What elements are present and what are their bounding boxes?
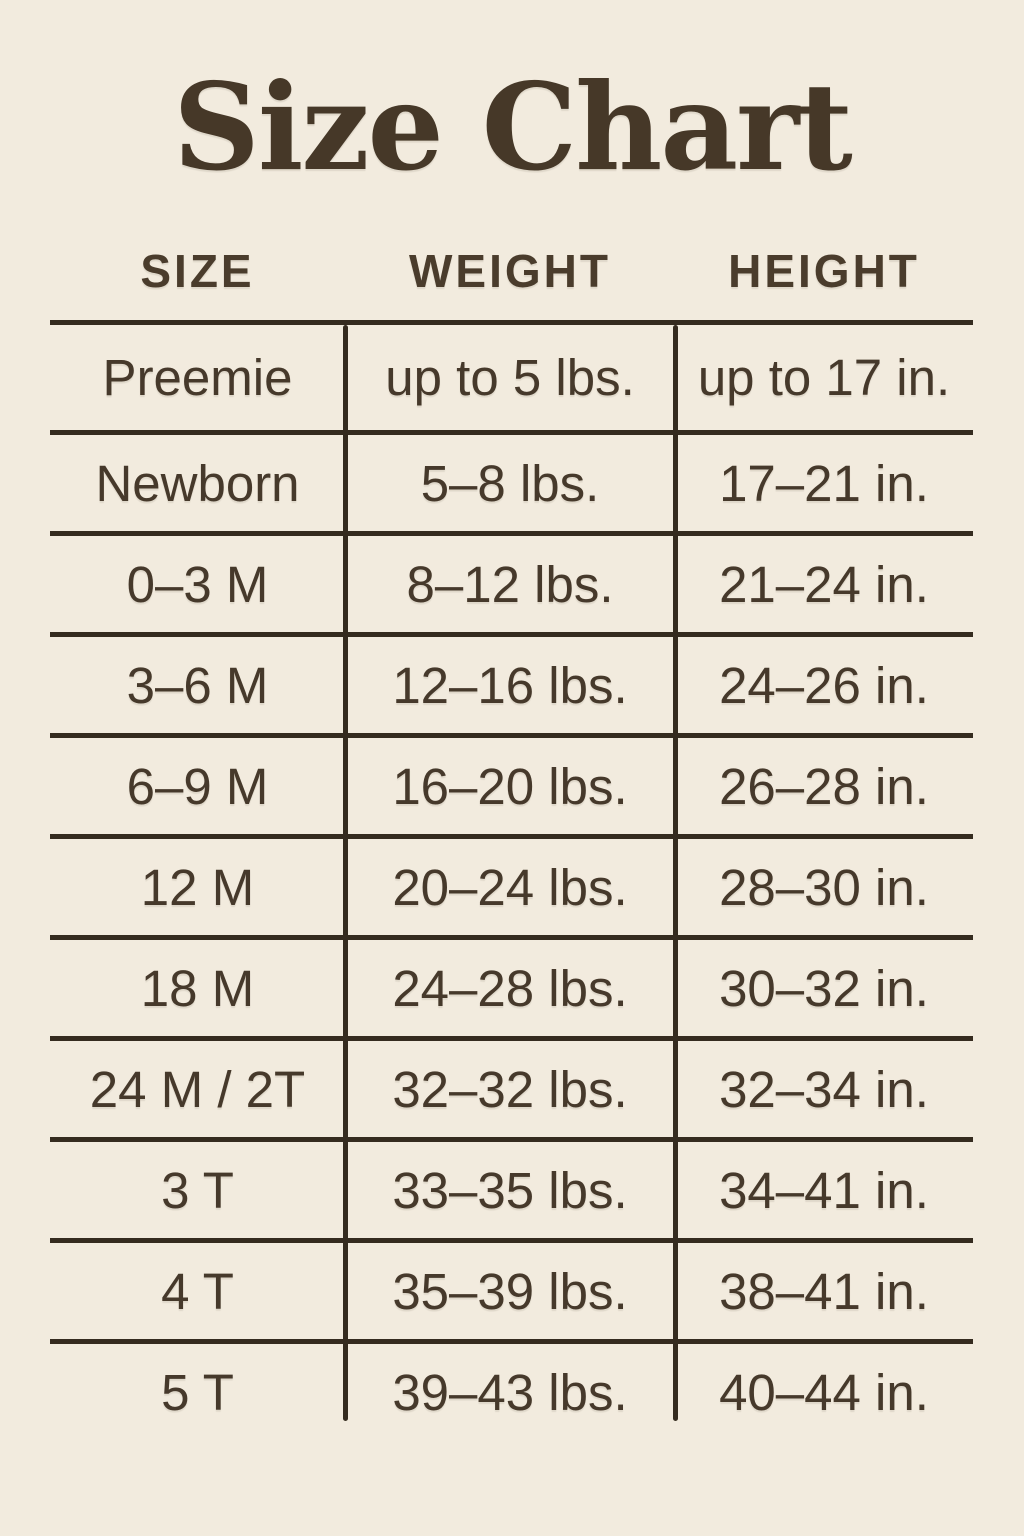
weight-cell: 12–16 lbs. (392, 656, 628, 714)
size-cell: 6–9 M (126, 757, 269, 815)
weight-cell: up to 5 lbs. (385, 349, 635, 406)
table-row (50, 738, 973, 839)
column-divider-right (673, 325, 678, 1421)
size-cell: 3 T (161, 1161, 234, 1219)
header-height: HEIGHT (728, 245, 920, 297)
size-cell: Newborn (95, 454, 300, 512)
size-cell: Preemie (102, 349, 293, 406)
weight-cell: 5–8 lbs. (420, 454, 600, 512)
column-divider-left (343, 325, 348, 1421)
height-cell: 28–30 in. (719, 858, 929, 916)
height-cell: 34–41 in. (719, 1161, 929, 1219)
height-cell: 40–44 in. (719, 1363, 929, 1421)
height-cell: 32–34 in. (719, 1060, 929, 1118)
table-row (50, 940, 973, 1041)
size-cell: 0–3 M (126, 555, 269, 613)
table-row (50, 1142, 973, 1243)
table-row (50, 637, 973, 738)
height-cell: 17–21 in. (719, 454, 929, 512)
header-size: SIZE (140, 245, 255, 297)
size-cell: 18 M (140, 959, 255, 1017)
table-row (50, 1243, 973, 1344)
table-row (50, 536, 973, 637)
weight-cell: 33–35 lbs. (392, 1161, 628, 1219)
size-cell: 3–6 M (126, 656, 269, 714)
table-row (50, 325, 973, 435)
weight-cell: 35–39 lbs. (392, 1262, 628, 1320)
height-cell: 38–41 in. (719, 1262, 929, 1320)
size-cell: 12 M (140, 858, 255, 916)
height-cell: up to 17 in. (697, 349, 951, 406)
size-cell: 5 T (161, 1363, 234, 1421)
table-body (50, 325, 973, 1440)
header-weight: WEIGHT (409, 245, 611, 297)
size-chart-table (50, 320, 973, 1440)
weight-cell: 39–43 lbs. (392, 1363, 628, 1421)
table-row (50, 1041, 973, 1142)
height-cell: 24–26 in. (719, 656, 929, 714)
table-row (50, 839, 973, 940)
weight-cell: 8–12 lbs. (406, 555, 614, 613)
size-cell: 24 M / 2T (89, 1060, 306, 1118)
table-header-row (50, 244, 973, 298)
weight-cell: 32–32 lbs. (392, 1060, 628, 1118)
weight-cell: 20–24 lbs. (392, 858, 628, 916)
weight-cell: 24–28 lbs. (392, 959, 628, 1017)
weight-cell: 16–20 lbs. (392, 757, 628, 815)
table-row (50, 435, 973, 536)
height-cell: 26–28 in. (719, 757, 929, 815)
page-title: Size Chart (173, 57, 851, 198)
size-cell: 4 T (161, 1262, 234, 1320)
table-row (50, 1344, 973, 1440)
height-cell: 30–32 in. (719, 959, 929, 1017)
height-cell: 21–24 in. (719, 555, 929, 613)
